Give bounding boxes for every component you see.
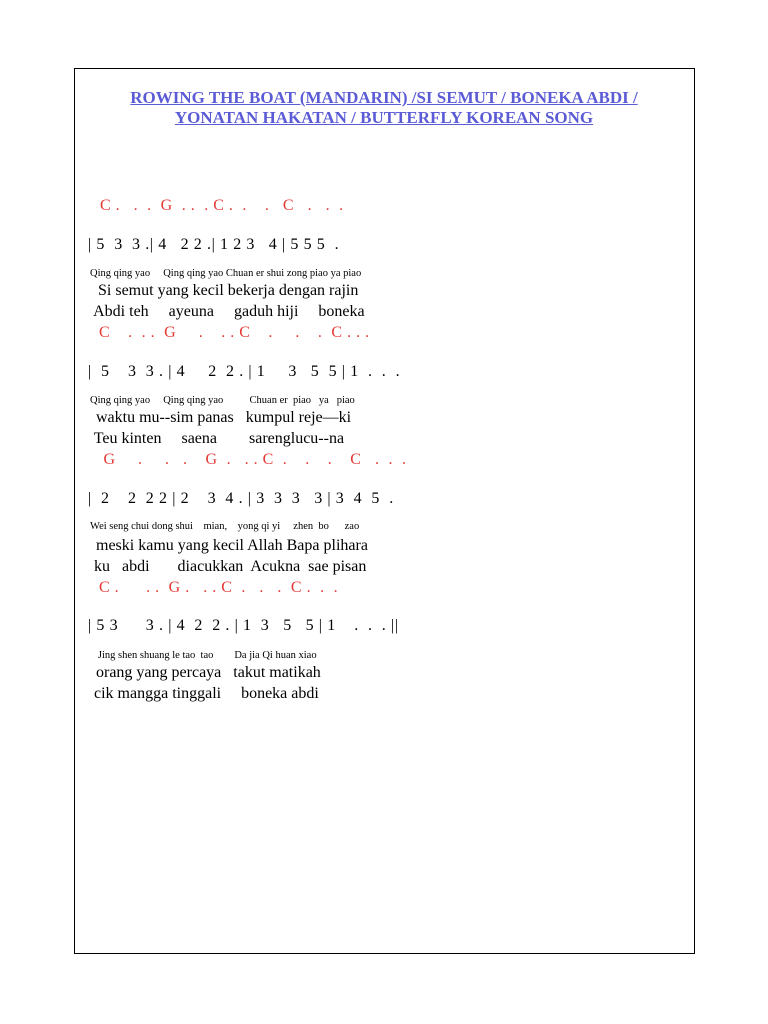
lyric-line-1b: Abdi teh ayeuna gaduh hiji boneka — [90, 303, 365, 320]
chord-line-3: G . . . G . . . C . . . C . . . — [90, 451, 407, 468]
chord-line-2: C . . . G . . . C . . . C . . . — [90, 324, 370, 341]
mandarin-lyric-2: Qing qing yao Qing qing yao Chuan er piao ya piao — [90, 395, 355, 406]
notation-line-2: | 5 3 3 . | 4 2 2 . | 1 3 5 5 | 1 . . . — [88, 363, 401, 380]
notation-line-4: | 5 3 3 . | 4 2 2 . | 1 3 5 5 | 1 . . . || — [88, 617, 399, 634]
mandarin-lyric-3: Wei seng chui dong shui mian, yong qi yi zhen bo zao — [90, 521, 360, 532]
lyric-line-3b: ku abdi diacukkan Acukna sae pisan — [90, 558, 367, 575]
lyric-line-4b: cik mangga tinggali boneka abdi — [90, 685, 319, 702]
song-title-line-1: ROWING THE BOAT (MANDARIN) /SI SEMUT / BONEKA ABDI / — [130, 88, 638, 107]
lyric-line-3a: meski kamu yang kecil Allah Bapa plihara — [88, 537, 368, 554]
mandarin-lyric-4: Jing shen shuang le tao tao Da jia Qi huan xiao — [90, 650, 317, 661]
mandarin-lyric-1: Qing qing yao Qing qing yao Chuan er shui zong piao ya piao — [90, 268, 362, 279]
song-title-line-2: YONATAN HAKATAN / BUTTERFLY KOREAN SONG — [174, 108, 594, 127]
lyric-line-2b: Teu kinten saena sarenglucu--na — [90, 430, 345, 447]
notation-line-1: | 5 3 3 .| 4 2 2 .| 1 2 3 4 | 5 5 5 . — [88, 236, 340, 253]
lyric-line-1a: Si semut yang kecil bekerja dengan rajin — [90, 282, 359, 299]
notation-line-3: | 2 2 2 2 | 2 3 4 . | 3 3 3 3 | 3 4 5 . — [88, 490, 394, 507]
lyric-line-4a: orang yang percaya takut matikah — [88, 664, 321, 681]
chord-line-4: C . . . G . . . C . . . C . . . — [90, 579, 339, 596]
chord-line-1: C . . . G . . . C . . . C . . . — [100, 197, 344, 214]
lyric-line-2a: waktu mu--sim panas kumpul reje—ki — [88, 409, 352, 426]
